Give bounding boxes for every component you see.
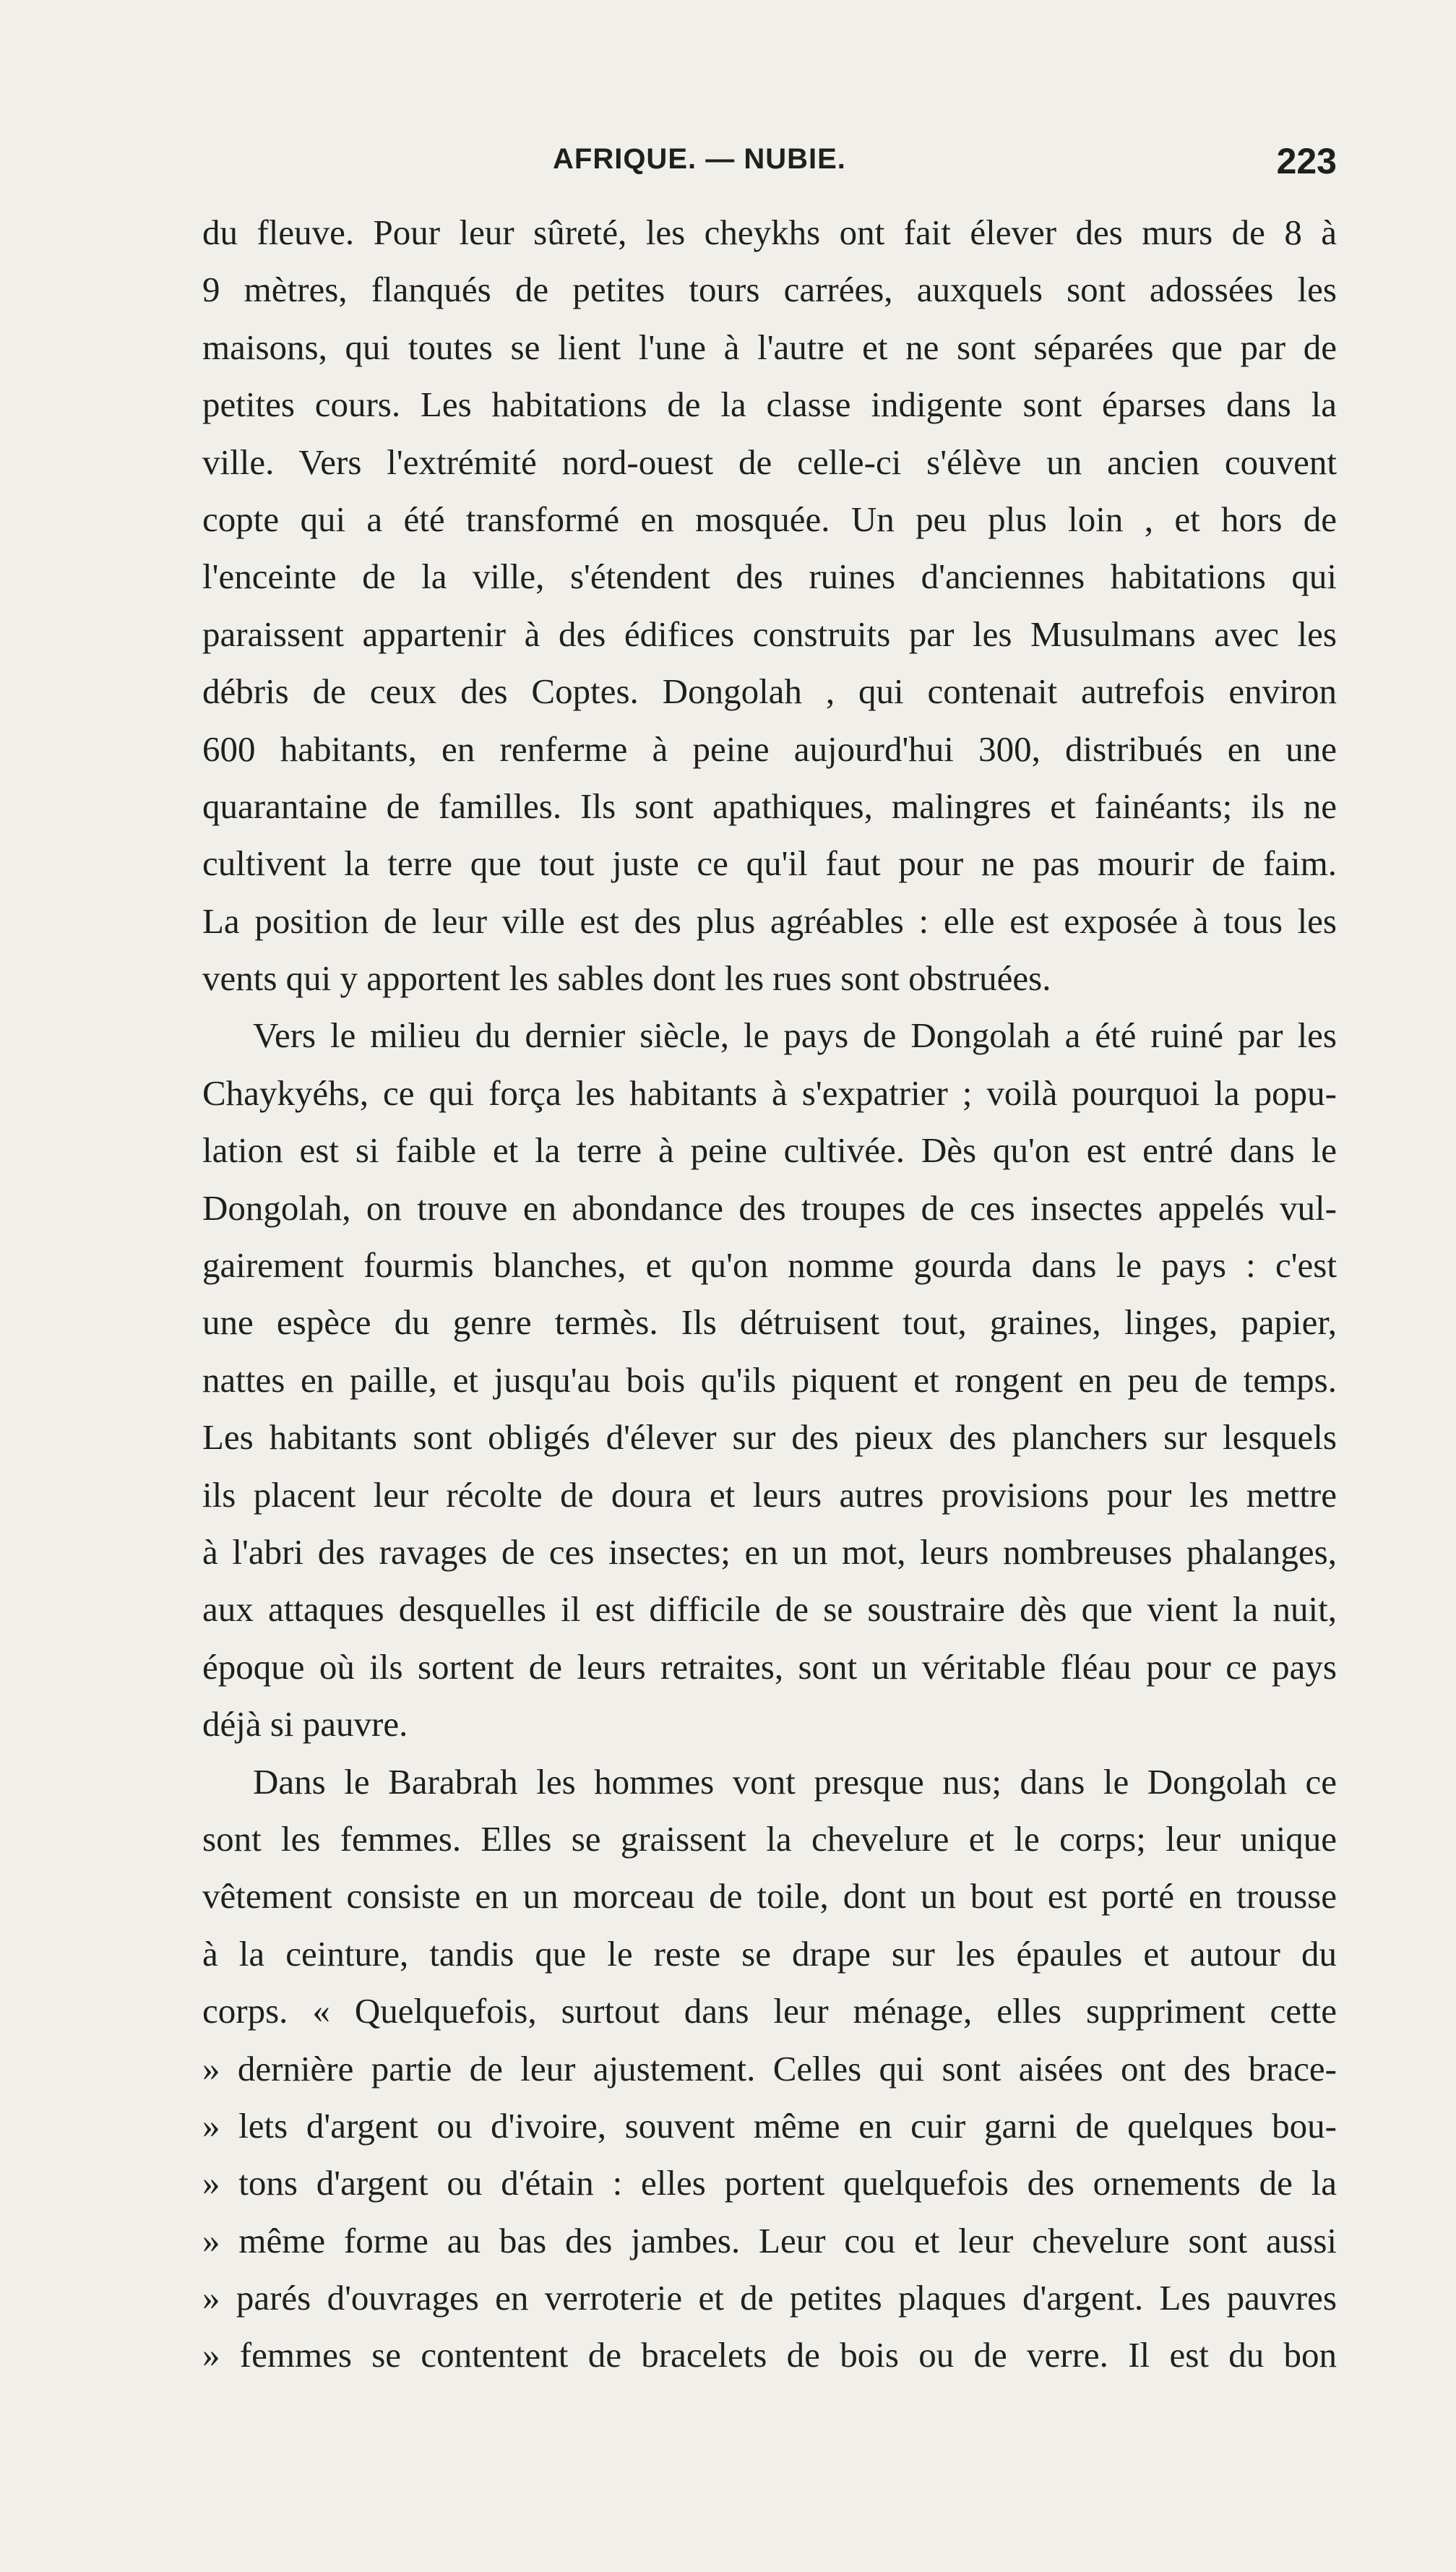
text-line: déjà si pauvre. [202, 1704, 408, 1745]
paragraph-start-line: Dans le Barabrah les hommes vont presque nus; dans le Dongolah ce [253, 1761, 1337, 1802]
text-line: 9 mètres, flanqués de petites tours carrées, auxquels sont adossées les [202, 270, 1337, 310]
text-line: maisons, qui toutes se lient l'une à l'autre et ne sont séparées que par de [202, 327, 1337, 367]
text-line: Les habitants sont obligés d'élever sur des pieux des planchers sur lesquels [202, 1417, 1337, 1458]
text-line: copte qui a été transformé en mosquée. Un peu plus loin , et hors de [202, 499, 1337, 539]
text-line: aux attaques desquelles il est difficile de se soustraire dès que vient la nuit, [202, 1589, 1337, 1630]
text-line: sont les femmes. Elles se graissent la chevelure et le corps; leur unique [202, 1818, 1337, 1859]
text-line: l'enceinte de la ville, s'étendent des ruines d'anciennes habitations qui [202, 556, 1337, 597]
quoted-line: » parés d'ouvrages en verroterie et de petites plaques d'argent. Les pauvres [202, 2278, 1337, 2318]
text-line: cultivent la terre que tout juste ce qu'il faut pour ne pas mourir de faim. [202, 843, 1337, 884]
running-title: AFRIQUE. — NUBIE. [553, 143, 846, 175]
text-line: gairement fourmis blanches, et qu'on nomme gourda dans le pays : c'est [202, 1245, 1337, 1286]
text-line: débris de ceux des Coptes. Dongolah , qui contenait autrefois environ [202, 671, 1337, 712]
text-line: du fleuve. Pour leur sûreté, les cheykhs ont fait élever des murs de 8 à [202, 212, 1337, 252]
text-line: à l'abri des ravages de ces insectes; en un mot, leurs nombreuses phalanges, [202, 1531, 1337, 1572]
body-text [202, 204, 1337, 2384]
quoted-line: » même forme au bas des jambes. Leur cou et leur chevelure sont aussi [202, 2220, 1337, 2261]
text-line: 600 habitants, en renferme à peine aujourd'hui 300, distribués en une [202, 728, 1337, 769]
text-line: quarantaine de familles. Ils sont apathiques, malingres et fainéants; ils ne [202, 786, 1337, 826]
paragraph-start-line: Vers le milieu du dernier siècle, le pays de Dongolah a été ruiné par les [253, 1015, 1337, 1056]
text-line: petites cours. Les habitations de la classe indigente sont éparses dans la [202, 384, 1337, 425]
text-line: à la ceinture, tandis que le reste se drape sur les épaules et autour du [202, 1933, 1337, 1974]
text-line: Chaykyéhs, ce qui força les habitants à s'expatrier ; voilà pourquoi la popu- [202, 1072, 1337, 1113]
text-line: lation est si faible et la terre à peine cultivée. Dès qu'on est entré dans le [202, 1130, 1337, 1171]
text-line: ville. Vers l'extrémité nord-ouest de celle-ci s'élève un ancien couvent [202, 442, 1337, 482]
text-line: corps. « Quelquefois, surtout dans leur ménage, elles suppriment cette [202, 1991, 1337, 2031]
quoted-line: » tons d'argent ou d'étain : elles portent quelquefois des ornements de la [202, 2163, 1337, 2203]
text-line: nattes en paille, et jusqu'au bois qu'ils piquent et rongent en peu de temps. [202, 1359, 1337, 1400]
page-header [202, 137, 1337, 188]
text-line: La position de leur ville est des plus agréables : elle est exposée à tous les [202, 900, 1337, 941]
text-line: paraissent appartenir à des édifices construits par les Musulmans avec les [202, 614, 1337, 654]
page-number: 223 [1276, 141, 1337, 181]
text-line: vêtement consiste en un morceau de toile, dont un bout est porté en trousse [202, 1876, 1337, 1917]
text-line: Dongolah, on trouve en abondance des troupes de ces insectes appelés vul- [202, 1187, 1337, 1228]
text-line: ils placent leur récolte de doura et leurs autres provisions pour les mettre [202, 1474, 1337, 1515]
text-line: époque où ils sortent de leurs retraites, sont un véritable fléau pour ce pays [202, 1646, 1337, 1687]
quoted-line: » lets d'argent ou d'ivoire, souvent même en cuir garni de quelques bou- [202, 2105, 1337, 2146]
quoted-line: » dernière partie de leur ajustement. Celles qui sont aisées ont des brace- [202, 2048, 1337, 2089]
quoted-line: » femmes se contentent de bracelets de bois ou de verre. Il est du bon [202, 2335, 1337, 2375]
text-line: une espèce du genre termès. Ils détruisent tout, graines, linges, papier, [202, 1302, 1337, 1343]
text-line: vents qui y apportent les sables dont les rues sont obstruées. [202, 958, 1051, 999]
